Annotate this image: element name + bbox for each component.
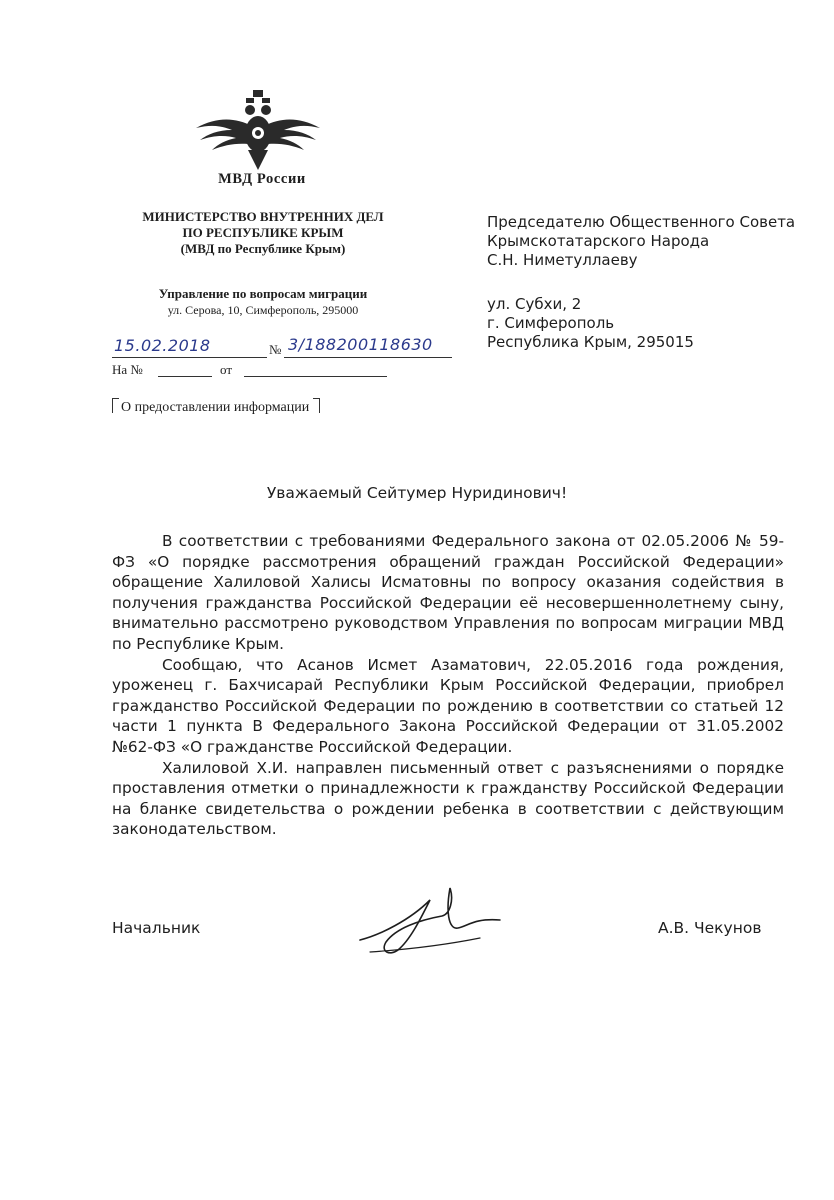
registration-number: 3/188200118630 (288, 335, 433, 354)
salutation: Уважаемый Сейтумер Нуридинович! (266, 484, 568, 502)
reply-date-underline (244, 376, 387, 377)
registration-line (112, 335, 452, 360)
registration-date: 15.02.2018 (114, 336, 211, 355)
bracket-left (112, 398, 119, 413)
addressee-region: Республика Крым, 295015 (487, 333, 694, 351)
body-paragraph: Халиловой Х.И. направлен письменный ответ с разъяснениями о порядке проставления отметки о принадлежности к гражданству Российской Федерации на бланке свидетельства о рождении ребенка в соответствии с действующим законодательством. (112, 758, 784, 839)
reply-number-underline (158, 376, 212, 377)
bracket-right (313, 398, 320, 413)
reply-number-label: На № (112, 362, 143, 377)
addressee-street: ул. Субхи, 2 (487, 295, 582, 313)
signature-icon (350, 880, 510, 960)
reply-date-label: от (220, 362, 233, 377)
letter-body (112, 531, 784, 840)
addressee-line: Председателю Общественного Совета (487, 213, 796, 231)
signer-title: Начальник (112, 919, 201, 937)
body-paragraph: В соответствии с требованиями Федерального закона от 02.05.2006 № 59-ФЗ «О порядке рассмотрения обращений граждан Российской Федерации» обращение Халиловой Халисы Исматовны по вопросу оказания содействия в получения гражданства Российской Федерации её несовершеннолетнему сыну, внимательно рассмотрено руководством Управления по вопросам миграции МВД по Республике Крым. (112, 532, 784, 653)
signer-name: А.В. Чекунов (658, 919, 762, 937)
addressee-line: Крымскотатарского Народа (487, 232, 710, 250)
department-block (104, 286, 422, 318)
addressee-block (487, 213, 827, 352)
agency-short-name: МВД России (218, 171, 306, 187)
department-name: Управление по вопросам миграции (158, 286, 368, 301)
body-paragraph: Сообщаю, что Асанов Исмет Азаматович, 22.05.2016 года рождения, уроженец г. Бахчисарай Республики Крым Российской Федерации, приобрел гражданство Российской Федерации по рождению в соответствии со статьей 12 части 1 пункта В Федерального Закона Российской Федерации от 31.05.2002 №62-ФЗ «О гражданстве Российской Федерации. (112, 655, 784, 756)
ministry-line: ПО РЕСПУБЛИКЕ КРЫМ (182, 225, 344, 240)
ministry-line: МИНИСТЕРСТВО ВНУТРЕННИХ ДЕЛ (142, 209, 384, 224)
addressee-city: г. Симферополь (487, 314, 615, 332)
department-address: ул. Серова, 10, Симферополь, 295000 (167, 303, 359, 317)
subject-text: О предоставлении информации (121, 400, 310, 415)
ministry-header (104, 209, 422, 257)
number-label: № (269, 342, 282, 357)
addressee-line: С.Н. Ниметуллаеву (487, 251, 638, 269)
subject-line (112, 398, 320, 416)
reply-reference-line (112, 360, 412, 380)
eagle-emblem-icon (192, 88, 324, 172)
date-underline (112, 357, 267, 358)
ministry-line: (МВД по Республике Крым) (180, 241, 346, 256)
number-underline (284, 357, 452, 358)
